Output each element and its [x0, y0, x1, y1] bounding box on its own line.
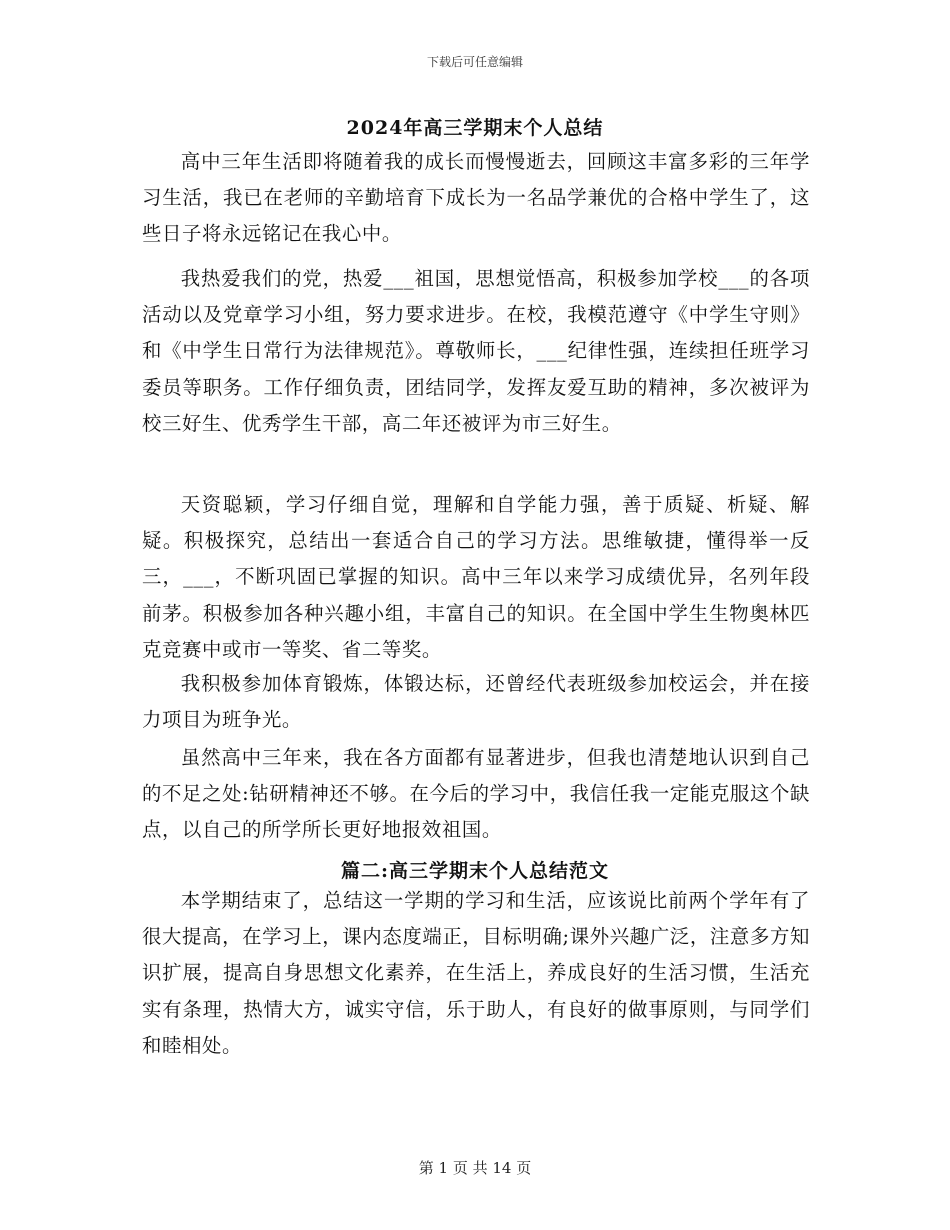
paragraph: 我热爱我们的党，热爱___祖国，思想觉悟高，积极参加学校___的各项活动以及党章学习小组，努力要求进步。在校，我模范遵守《中学生守则》和《中学生日常行为法律规范》。尊敬师长，___纪律性强，连续担任班学习委员等职务。工作仔细负责，团结同学，发挥友爱互助的精神，多次被评为校三好生、优秀学生干部，高二年还被评为市三好生。	[142, 267, 810, 435]
paragraph: 我积极参加体育锻炼，体锻达标，还曾经代表班级参加校运会，并在接力项目为班争光。	[142, 672, 810, 732]
document-title: 2024年高三学期末个人总结	[346, 117, 604, 139]
paragraph: 天资聪颖，学习仔细自觉，理解和自学能力强，善于质疑、析疑、解疑。积极探究，总结出一套适合自己的学习方法。思维敏捷，懂得举一反三，___，不断巩固已掌握的知识。高中三年以来学习成绩优异，名列年段前茅。积极参加各种兴趣小组，丰富自己的知识。在全国中学生生物奥林匹克竞赛中或市一等奖、省二等奖。	[142, 493, 810, 661]
page-number: 第 1 页 共 14 页	[418, 1159, 532, 1177]
paragraph: 高中三年生活即将随着我的成长而慢慢逝去，回顾这丰富多彩的三年学习生活，我已在老师的辛勤培育下成长为一名品学兼优的合格中学生了，这些日子将永远铭记在我心中。	[142, 150, 810, 246]
header-note: 下载后可任意编辑	[426, 55, 523, 69]
section-title: 篇二:高三学期末个人总结范文	[340, 860, 609, 882]
paragraph: 虽然高中三年来，我在各方面都有显著进步，但我也清楚地认识到自己的不足之处:钻研精神还不够。在今后的学习中，我信任我一定能克服这个缺点，以自己的所学所长更好地报效祖国。	[142, 746, 810, 842]
paragraph: 本学期结束了，总结这一学期的学习和生活，应该说比前两个学年有了很大提高，在学习上，课内态度端正，目标明确;课外兴趣广泛，注意多方知识扩展，提高自身思想文化素养，在生活上，养成良好的生活习惯，生活充实有条理，热情大方，诚实守信，乐于助人，有良好的做事原则，与同学们和睦相处。	[142, 889, 810, 1057]
